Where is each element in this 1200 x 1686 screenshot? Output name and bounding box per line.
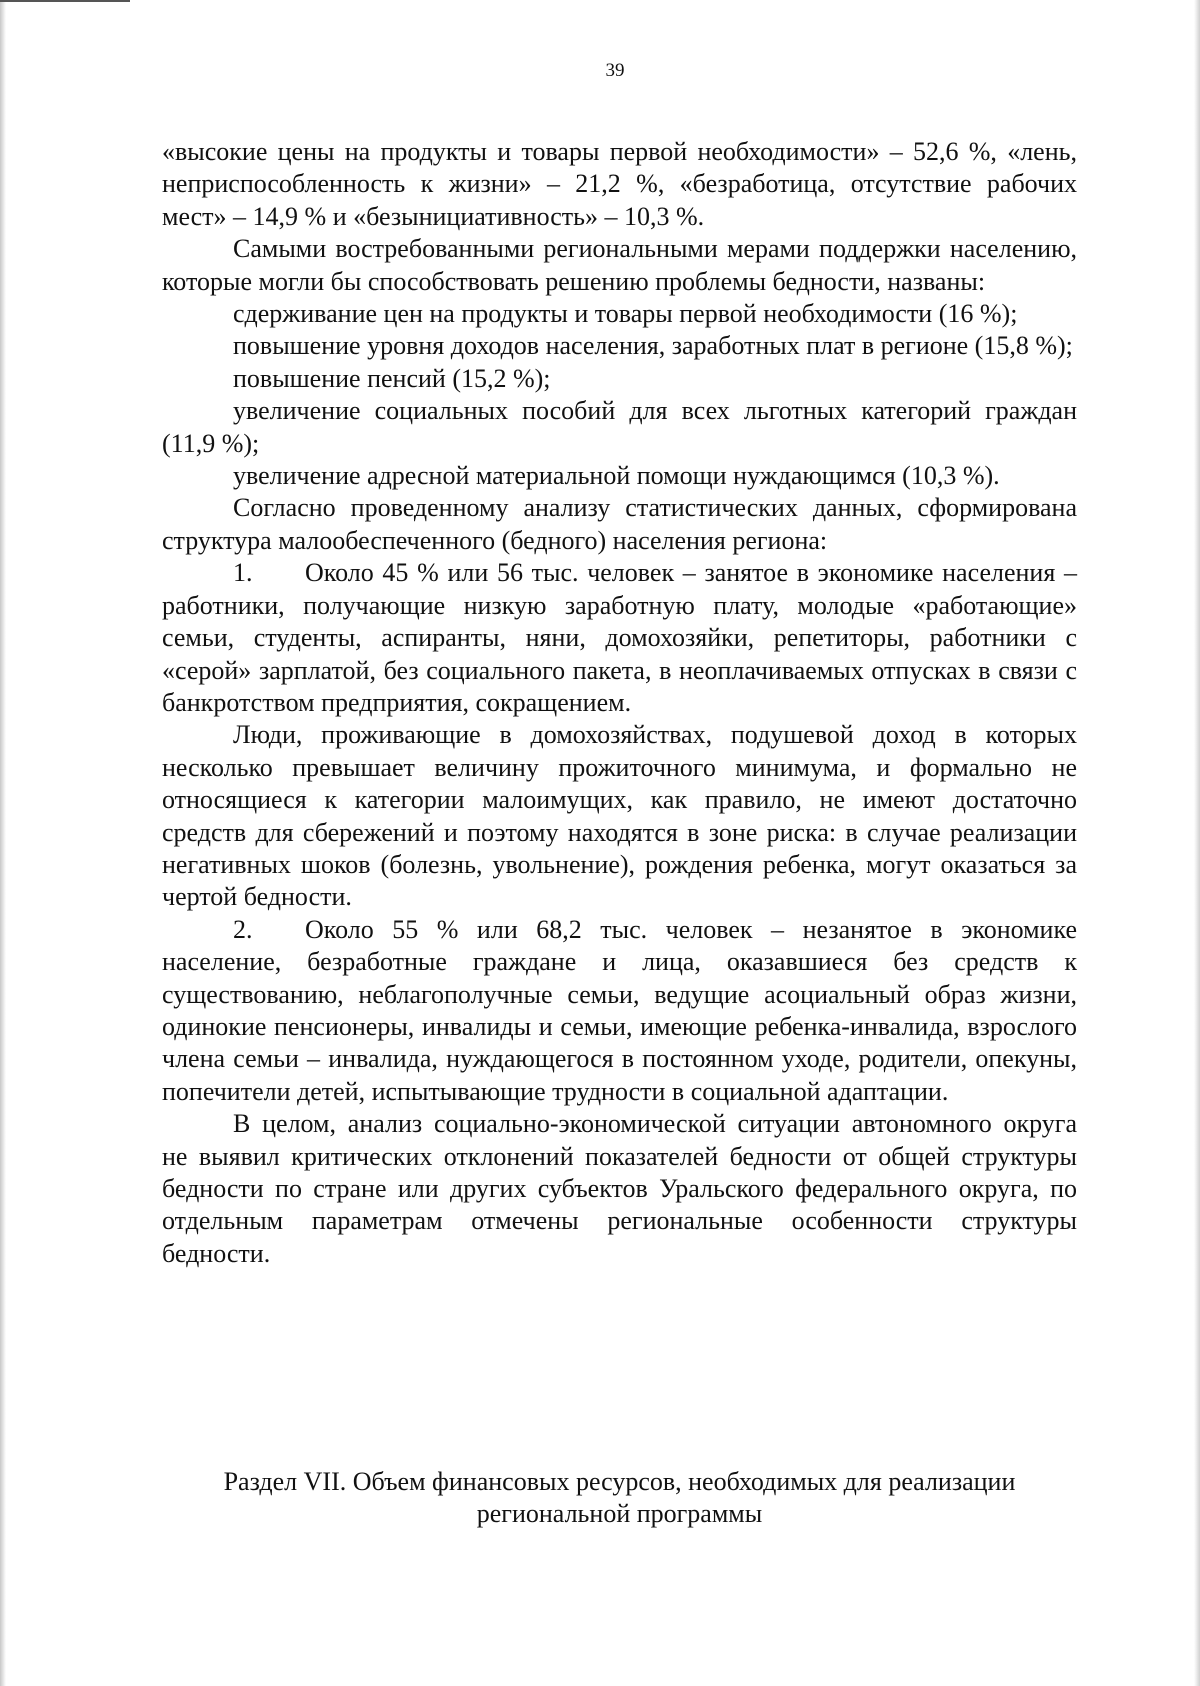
- paragraph-structure-intro: Согласно проведенному анализу статистических данных, сформирована структура малообеспеченного (бедного) населения региона:: [162, 493, 1077, 555]
- list-item-unemployed: [162, 914, 1077, 1108]
- list-item-text: Около 55 % или 68,2 тыс. человек – незанятое в экономике население, безработные граждане и лица, оказавшиеся без средств к существованию, неблагополучные семьи, ведущие асоциальный образ жизни, одинокие пенсионеры, инвалиды и семьи, имеющие ребенка-инвалида, взрослого члена семьи – инвалида, нуждающегося в постоянном уходе, родители, опекуны, попечители детей, испытывающие трудности в социальной адаптации.: [162, 914, 1077, 1106]
- measure-item-benefits: увеличение социальных пособий для всех льготных категорий граждан (11,9 %);: [162, 396, 1077, 458]
- body-text: [162, 136, 1077, 1270]
- section-heading-line-2: региональной программы: [476, 1499, 763, 1529]
- paragraph-survey-results: «высокие цены на продукты и товары первой необходимости» – 52,6 %, «лень, неприспособленность к жизни» – 21,2 %, «безработица, отсутствие рабочих мест» – 14,9 % и «безынициативность» – 10,3 %.: [162, 137, 1077, 231]
- section-heading-line-1: Раздел VII. Объем финансовых ресурсов, необходимых для реализации: [223, 1467, 1016, 1496]
- measure-item-targeted-aid: увеличение адресной материальной помощи нуждающимся (10,3 %).: [233, 461, 1000, 491]
- measure-item-income: повышение уровня доходов населения, заработных плат в регионе (15,8 %);: [233, 331, 1073, 361]
- list-item-employed: [162, 557, 1077, 719]
- paragraph-risk-zone: Люди, проживающие в домохозяйствах, подушевой доход в которых несколько превышает величину прожиточного минимума, и формально не относящиеся к категории малоимущих, как правило, не имеют достаточно средств для сбережений и поэтому находятся в зоне риска: в случае реализации негативных шоков (болезнь, увольнение), рождения ребенка, могут оказаться за чертой бедности.: [162, 720, 1077, 912]
- page-number: 39: [605, 60, 625, 81]
- paragraph-conclusion: В целом, анализ социально-экономической ситуации автономного округа не выявил критических отклонений показателей бедности от общей структуры бедности по стране или других субъектов Уральского федерального округа, по отдельным параметрам отмечены региональные особенности структуры бедности.: [162, 1109, 1077, 1268]
- scan-edge-left: [0, 0, 6, 1686]
- section-heading: [162, 1466, 1077, 1531]
- list-item-text: Около 45 % или 56 тыс. человек – занятое в экономике населения – работники, получающие низкую заработную плату, молодые «работающие» семьи, студенты, аспиранты, няни, домохозяйки, репетиторы, работники с «серой» зарплатой, без социального пакета, в неоплачиваемых отпусках в связи с банкротством предприятия, сокращением.: [162, 558, 1077, 717]
- paragraph-support-measures: Самыми востребованными региональными мерами поддержки населению, которые могли бы способствовать решению проблемы бедности, названы:: [162, 234, 1077, 296]
- measure-item-pensions: повышение пенсий (15,2 %);: [233, 363, 551, 393]
- list-number: 1.: [233, 558, 253, 588]
- measure-item-prices: сдерживание цен на продукты и товары первой необходимости (16 %);: [233, 299, 1018, 329]
- scan-edge-right: [1194, 0, 1200, 1686]
- scan-edge-top: [0, 0, 130, 2]
- list-number: 2.: [233, 914, 253, 944]
